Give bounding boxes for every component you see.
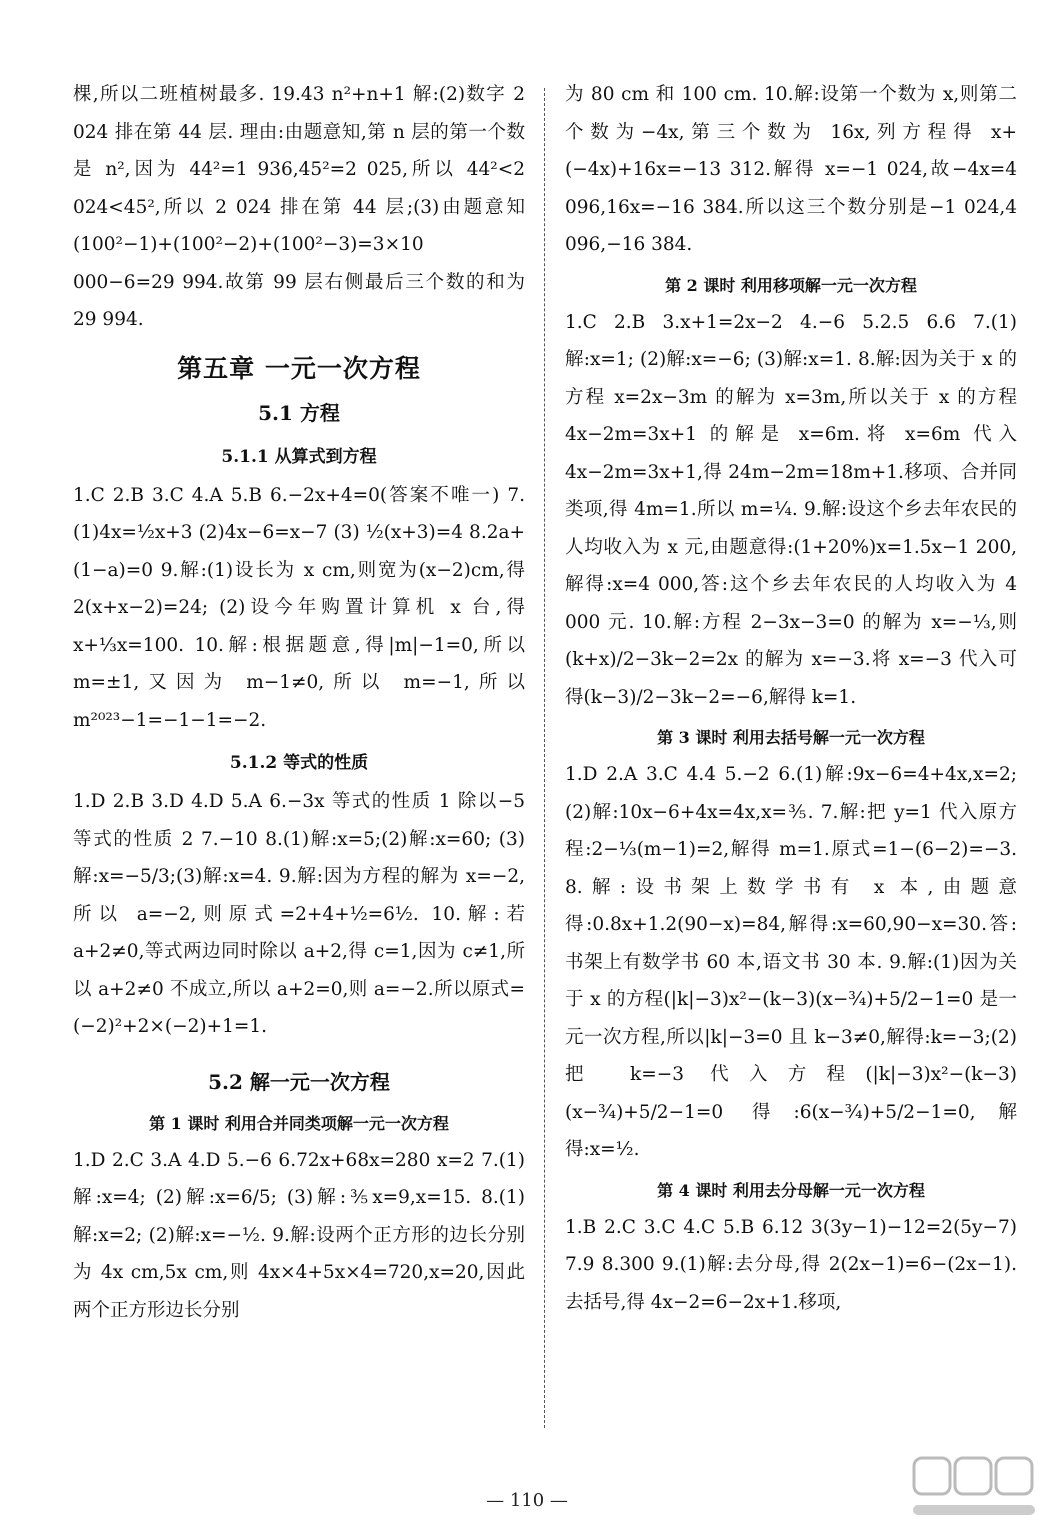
lesson-title: 第 3 课时 利用去括号解一元一次方程: [657, 728, 925, 747]
column-divider: [544, 88, 545, 1428]
watermark-logo: [908, 1452, 1038, 1524]
answer-paragraph: 为 80 cm 和 100 cm. 10.解:设第一个数为 x,则第二个数为−4x,第三个数为 16x,列方程得 x+(−4x)+16x=−13 312.解得 x=−1 024,故−4x=4 096,16x=−16 384.所以这三个数分别是−1 024,4 096,−16 384.: [565, 84, 1017, 255]
lesson-title: 第 2 课时 利用移项解一元一次方程: [665, 275, 917, 295]
page-number: — 110 —: [486, 1490, 568, 1511]
answer-paragraph: 1.C 2.B 3.C 4.A 5.B 6.−2x+4=0(答案不唯一) 7.(1)4x=½x+3 (2)4x−6=x−7 (3) ½(x+3)=4 8.2a+(1−a)=0 9.解:(1)设长为 x cm,则宽为(x−2)cm,得 2(x+x−2)=24; (2)设今年购置计算机 x 台,得 x+⅓x=100. 10.解:根据题意,得|m|−1=0,所以 m=±1,又因为 m−1≠0,所以 m=−1,所以 m²⁰²³−1=−1−1=−2.: [73, 484, 525, 731]
answer-paragraph: 1.D 2.C 3.A 4.D 5.−6 6.72x+68x=280 x=2 7.(1)解:x=4; (2)解:x=6/5; (3)解:⅗x=9,x=15. 8.(1)解:x=2; (2)解:x=−½. 9.解:设两个正方形的边长分别为 4x cm,5x cm,则 4x×4+5x×4=720,x=20,因此两个正方形边长分别: [73, 1149, 525, 1321]
left-column: [73, 76, 525, 1329]
answer-paragraph: 1.B 2.C 3.C 4.C 5.B 6.12 3(3y−1)−12=2(5y−7) 7.9 8.300 9.(1)解:去分母,得 2(2x−1)=6−(2x−1).去括号,得 4x−2=6−2x+1.移项,: [565, 1216, 1017, 1313]
right-column: [565, 76, 1017, 1321]
section-title: 5.2 解一元一次方程: [208, 1069, 390, 1094]
answer-paragraph: 棵,所以二班植树最多. 19.43 n²+n+1 解:(2)数字 2 024 排在第 44 层. 理由:由题意知,第 n 层的第一个数是 n²,因为 44²=1 936,45²=2 025,所以 44²<2 024<45²,所以 2 024 排在第 44 层;(3)由题意知(100²−1)+(100²−2)+(100²−3)=3×10 000−6=29 994.故第 99 层右侧最后三个数的和为 29 994.: [73, 84, 525, 330]
section-title: 5.1 方程: [258, 400, 340, 425]
subsection-title: 5.1.1 从算式到方程: [221, 446, 377, 467]
answer-paragraph: 1.C 2.B 3.x+1=2x−2 4.−6 5.2.5 6.6 7.(1)解:x=1; (2)解:x=−6; (3)解:x=1. 8.解:因为关于 x 的方程 x=2x−3m 的解为 x=3m,所以关于 x 的方程 4x−2m=3x+1 的解是 x=6m.将 x=6m 代入 4x−2m=3x+1,得 24m−2m=18m+1.移项、合并同类项,得 4m=1.所以 m=¼. 9.解:设这个乡去年农民的人均收入为 x 元,由题意得:(1+20%)x=1.5x−1 200,解得:x=4 000,答:这个乡去年农民的人均收入为 4 000 元. 10.解:方程 2−3x−3=0 的解为 x=−⅓,则(k+x)/2−3k−2=2x 的解为 x=−3.将 x=−3 代入可得(k−3)/2−3k−2=−6,解得 k=1.: [565, 311, 1017, 708]
chapter-title: 第五章 一元一次方程: [177, 353, 421, 383]
lesson-title: 第 4 课时 利用去分母解一元一次方程: [657, 1180, 925, 1200]
lesson-title: 第 1 课时 利用合并同类项解一元一次方程: [149, 1113, 449, 1133]
answer-paragraph: 1.D 2.A 3.C 4.4 5.−2 6.(1)解:9x−6=4+4x,x=2; (2)解:10x−6+4x=4x,x=⅗. 7.解:把 y=1 代入原方程:2−⅓(m−1)=2,解得 m=1.原式=1−(6−2)=−3. 8.解:设书架上数学书有 x 本,由题意得:0.8x+1.2(90−x)=84,解得:x=60,90−x=30.答:书架上有数学书 60 本,语文书 30 本. 9.解:(1)因为关于 x 的方程(|k|−3)x²−(k−3)(x−¾)+5/2−1=0 是一元一次方程,所以|k|−3=0 且 k−3≠0,解得:k=−3;(2)把 k=−3 代入方程(|k|−3)x²−(k−3)(x−¾)+5/2−1=0 得:6(x−¾)+5/2−1=0,解得:x=½.: [565, 764, 1017, 1160]
subsection-title: 5.1.2 等式的性质: [229, 753, 369, 773]
answer-paragraph: 1.D 2.B 3.D 4.D 5.A 6.−3x 等式的性质 1 除以−5 等式的性质 2 7.−10 8.(1)解:x=5;(2)解:x=60; (3)解:x=−5/3;(3)解:x=4. 9.解:因为方程的解为 x=−2,所以 a=−2,则原式=2+4+½=6½. 10.解:若 a+2≠0,等式两边同时除以 a+2,得 c=1,因为 c≠1,所以 a+2≠0 不成立,所以 a+2=0,则 a=−2.所以原式=(−2)²+2×(−2)+1=1.: [73, 791, 525, 1037]
